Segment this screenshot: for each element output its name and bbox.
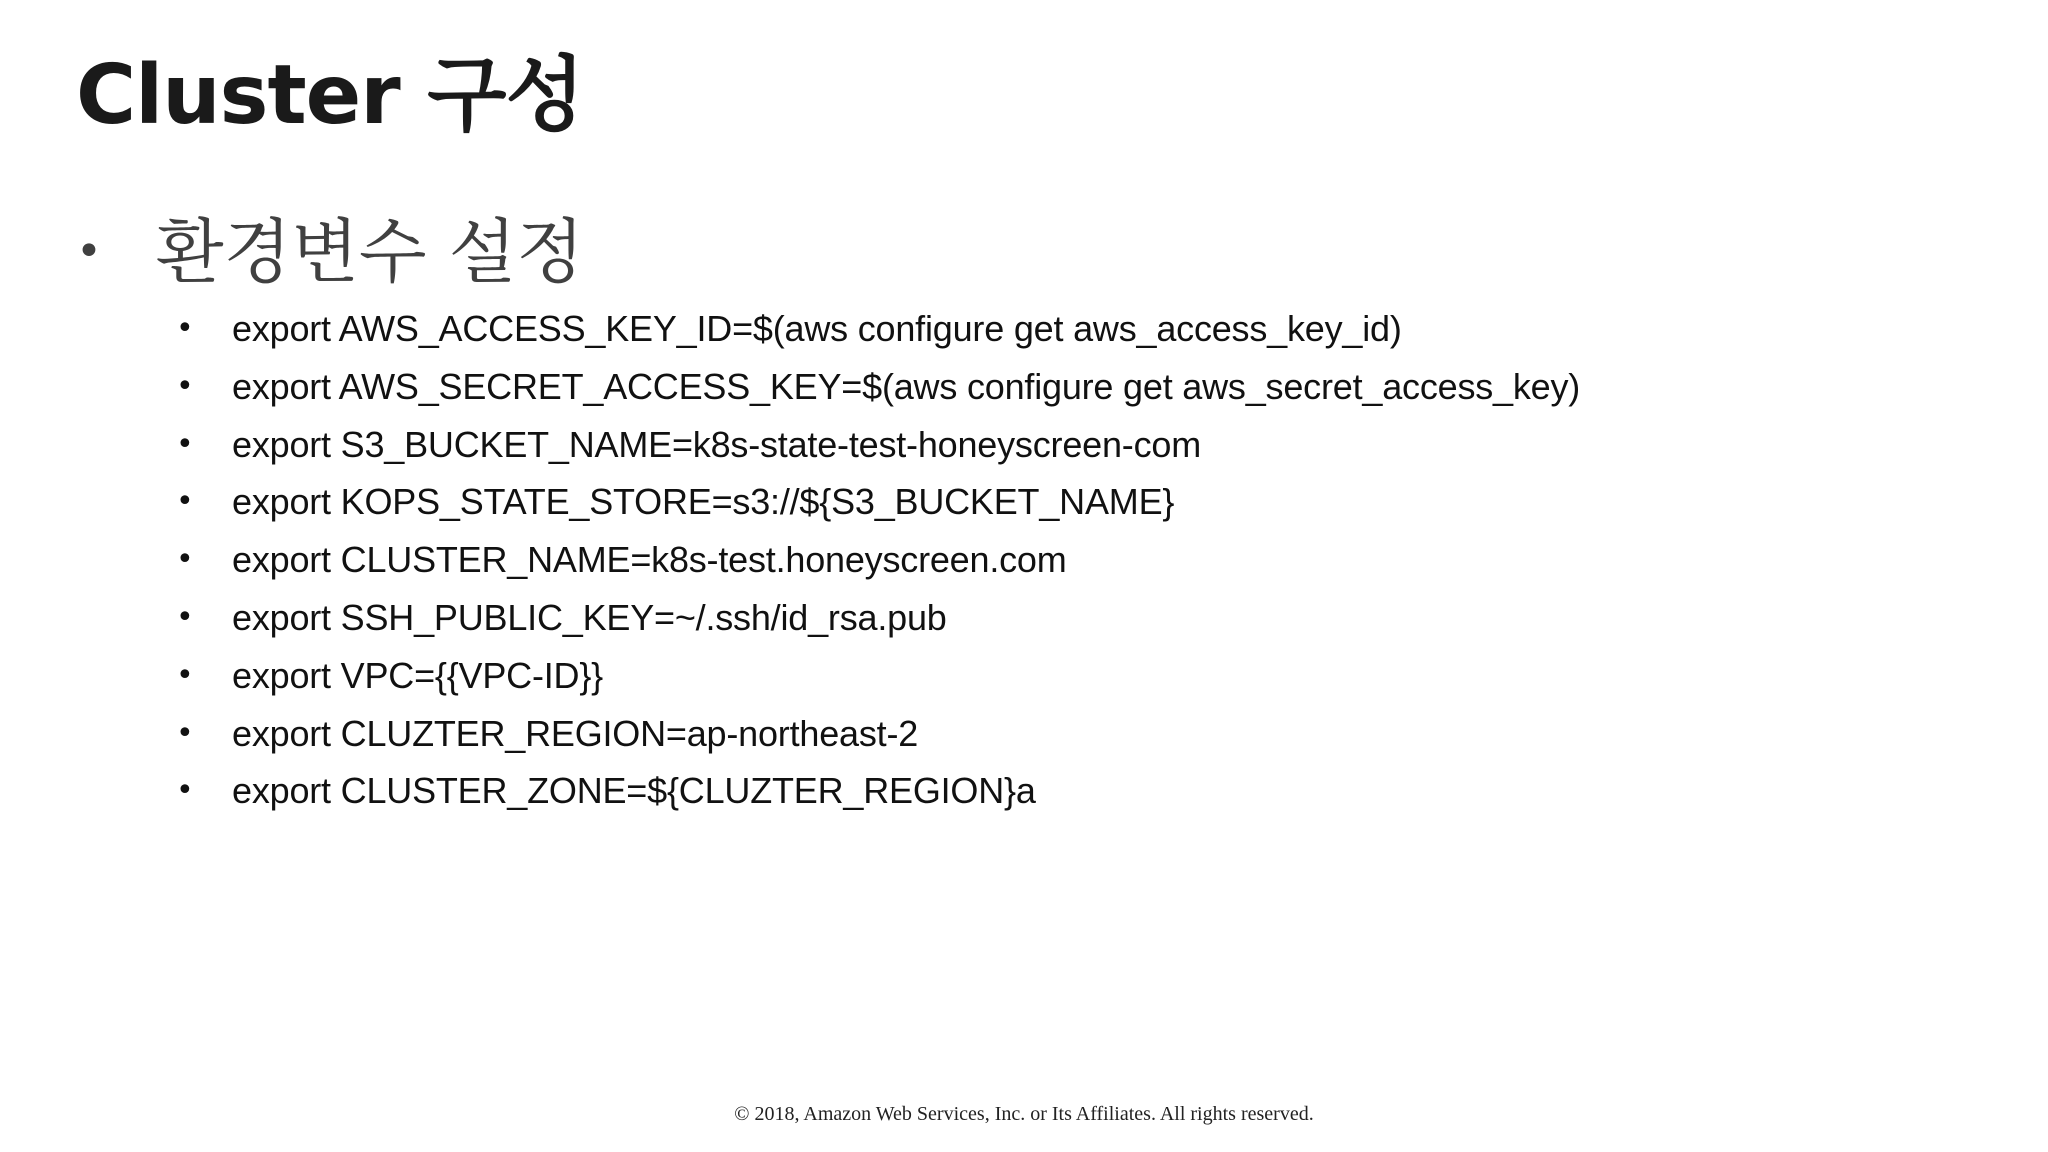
env-var-command: export VPC={{VPC-ID}} (232, 654, 604, 696)
list-item (176, 358, 1580, 416)
bullet-icon: • (176, 599, 194, 635)
env-var-command: export KOPS_STATE_STORE=s3://${S3_BUCKET_NAME} (232, 481, 1175, 523)
slide-title: Cluster 구성 (76, 48, 584, 143)
section-heading: 환경변수 설정 (156, 211, 584, 293)
env-var-command: export CLUSTER_ZONE=${CLUZTER_REGION}a (232, 770, 1036, 812)
env-var-command: export AWS_ACCESS_KEY_ID=$(aws configure get aws_access_key_id) (232, 308, 1402, 349)
list-item (176, 416, 1580, 474)
env-var-command: export SSH_PUBLIC_KEY=~/.ssh/id_rsa.pub (232, 596, 947, 638)
list-item (176, 473, 1580, 531)
bullet-icon: • (176, 368, 194, 404)
env-var-command: export AWS_SECRET_ACCESS_KEY=$(aws configure get aws_secret_access_key) (232, 365, 1581, 407)
env-var-command: export CLUZTER_REGION=ap-northeast-2 (232, 712, 919, 754)
list-item (176, 762, 1580, 820)
bullet-icon: • (176, 773, 194, 809)
bullet-icon: • (176, 484, 194, 520)
env-var-list (176, 300, 1580, 820)
bullet-icon: • (176, 426, 194, 462)
bullet-icon: • (176, 542, 194, 578)
bullet-icon: • (176, 311, 194, 346)
list-item (176, 300, 1580, 358)
list-item (176, 647, 1580, 705)
list-item (176, 531, 1580, 589)
env-var-command: export S3_BUCKET_NAME=k8s-state-test-honeyscreen-com (232, 423, 1201, 465)
bullet-icon: • (176, 657, 194, 693)
env-var-command: export CLUSTER_NAME=k8s-test.honeyscreen.com (232, 539, 1067, 581)
copyright-footer: © 2018, Amazon Web Services, Inc. or Its Affiliates. All rights reserved. (734, 1103, 1314, 1125)
list-item (176, 589, 1580, 647)
list-item (176, 705, 1580, 763)
bullet-icon: • (76, 226, 102, 277)
section-bullet-item (76, 212, 584, 292)
bullet-icon: • (176, 715, 194, 751)
